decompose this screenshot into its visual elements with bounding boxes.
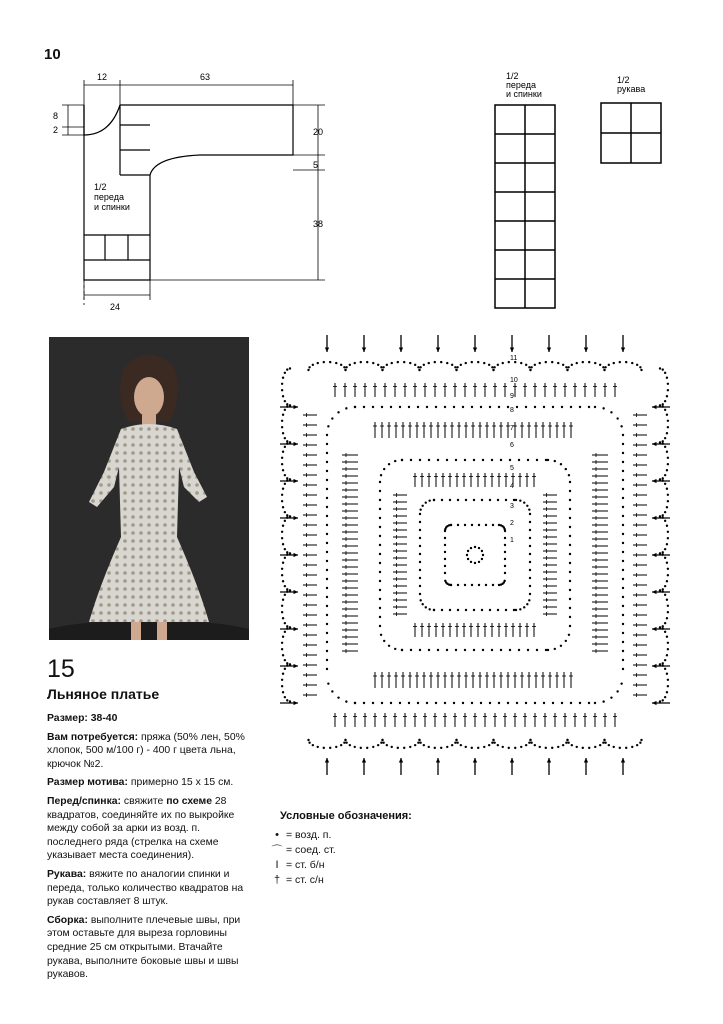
double-crochet-symbol-icon: † xyxy=(273,873,281,886)
dim-5: 5 xyxy=(313,160,319,170)
front-back-bold: по схеме xyxy=(166,795,212,807)
row-number: 9 xyxy=(510,393,514,400)
pattern-number: 15 xyxy=(47,655,75,683)
legend-text: = соед. ст. xyxy=(286,843,336,856)
sleeve-grid xyxy=(595,70,665,170)
sleeves-label: Рукава: xyxy=(47,868,87,880)
legend-item-chain xyxy=(268,827,412,842)
sleeves-value: вяжите по аналогии спинки и переда, только количество квадратов на рукав составляет 8 штук. xyxy=(47,868,244,908)
slip-stitch-symbol-icon: ⌒ xyxy=(271,844,283,857)
legend xyxy=(268,810,412,887)
legend-text: = ст. с/н xyxy=(286,873,324,886)
front-grid-label-3: и спинки xyxy=(506,89,542,99)
row-number: 5 xyxy=(510,465,514,472)
dim-20: 20 xyxy=(313,127,324,137)
row-number: 6 xyxy=(510,442,514,449)
front-back-paragraph xyxy=(47,795,252,863)
legend-item-double-crochet xyxy=(268,872,412,887)
dim-8: 8 xyxy=(53,111,59,121)
dim-38: 38 xyxy=(313,219,324,229)
assembly-label: Сборка: xyxy=(47,914,88,926)
schematic-label-2: переда xyxy=(94,192,124,202)
schematic-label-1: 1/2 xyxy=(94,182,107,192)
row-number: 1 xyxy=(510,537,514,544)
front-back-label: Перед/спинка: xyxy=(47,795,122,807)
single-crochet-symbol-icon: I xyxy=(275,858,279,871)
size-value: 38-40 xyxy=(90,713,118,724)
legend-item-slip-stitch xyxy=(268,842,412,857)
dim-12: 12 xyxy=(97,72,108,82)
row-number: 10 xyxy=(510,377,518,384)
crochet-chart xyxy=(270,330,685,780)
chain-symbol-icon: • xyxy=(275,828,279,841)
materials-paragraph xyxy=(47,731,252,772)
materials-label: Вам потребуется: xyxy=(47,731,139,743)
front-back-text-2: 28 квадратов, соединяйте их по выкройке между собой за арки из возд. п. последнего ряда (стрелка на схеме указывает места соединения). xyxy=(47,795,235,862)
motif-value: примерно 15 х 15 см. xyxy=(130,777,234,789)
dim-2: 2 xyxy=(53,125,59,135)
dim-63: 63 xyxy=(200,72,211,82)
garment-schematic xyxy=(50,65,340,315)
sleeve-grid-label-2: рукава xyxy=(617,84,646,94)
front-grid-label-1: 1/2 xyxy=(506,71,519,81)
motif-label: Размер мотива: xyxy=(47,777,128,789)
size-paragraph xyxy=(47,712,252,726)
legend-text: = возд. п. xyxy=(286,828,332,841)
row-number: 4 xyxy=(510,483,514,490)
assembly-value: выполните плечевые швы, при этом оставьте для выреза горловины средние 25 см открытыми. Втачайте рукава, выполните боковые швы и швы рукавов. xyxy=(47,914,241,981)
dim-24: 24 xyxy=(110,302,121,312)
front-back-text-1: свяжите xyxy=(123,795,164,807)
pattern-title: Льняное платье xyxy=(47,686,160,702)
legend-title: Условные обозначения: xyxy=(280,810,412,822)
row-number: 11 xyxy=(510,355,518,362)
model-photo xyxy=(49,337,249,640)
materials-value: пряжа (50% лен, 50% хлопок, 500 м/100 г) - 400 г цвета льна, крючок №2. xyxy=(47,731,245,770)
row-number: 7 xyxy=(510,425,514,432)
page-number: 10 xyxy=(44,46,61,63)
schematic-label-3: и спинки xyxy=(94,202,130,212)
legend-text: = ст. б/н xyxy=(286,858,325,871)
motif-paragraph xyxy=(47,776,252,790)
front-grid-label-2: переда xyxy=(506,80,536,90)
front-back-grid xyxy=(490,70,565,315)
row-number: 3 xyxy=(510,503,514,510)
instructions xyxy=(47,712,252,987)
size-label: Размер: xyxy=(47,713,88,724)
row-number: 2 xyxy=(510,520,514,527)
legend-item-single-crochet xyxy=(268,857,412,872)
sleeve-grid-label-1: 1/2 xyxy=(617,75,630,85)
assembly-paragraph xyxy=(47,914,252,982)
row-number: 8 xyxy=(510,407,514,414)
sleeves-paragraph xyxy=(47,868,252,909)
